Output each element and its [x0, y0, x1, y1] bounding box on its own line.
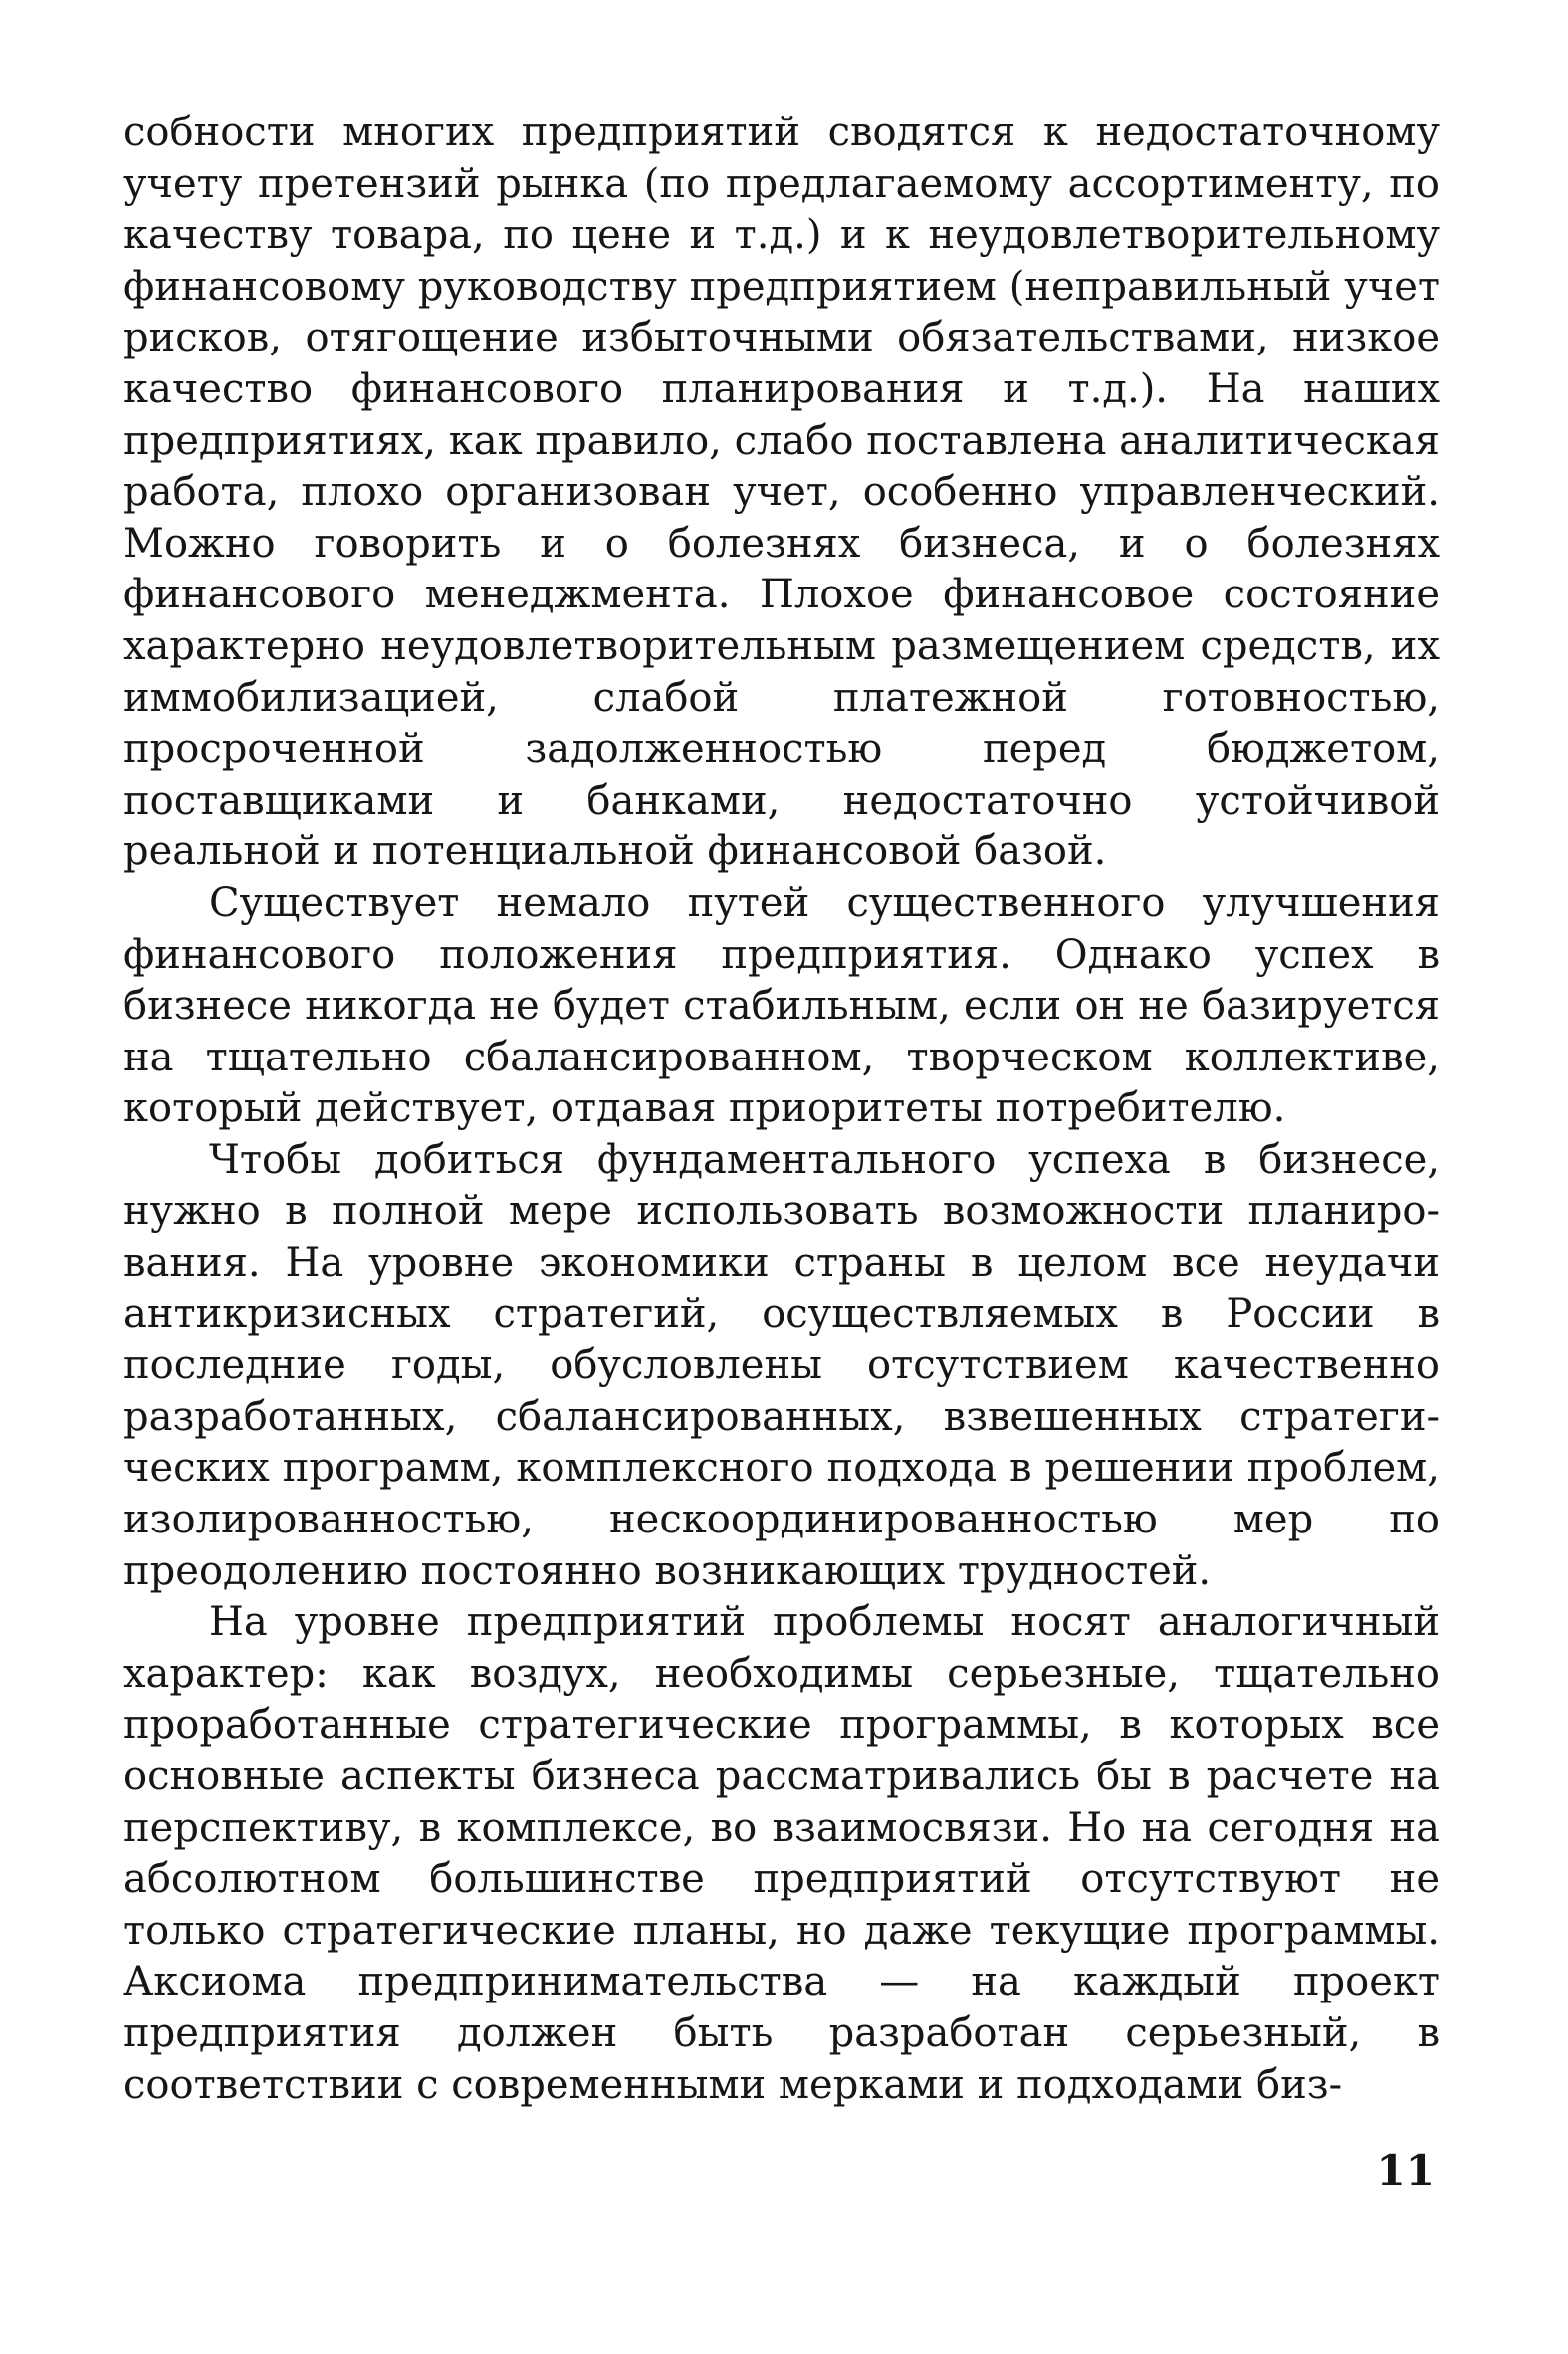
page-body [123, 108, 1440, 2111]
paragraph-4: На уровне предприятий проблемы носят аналогичный характер: как воздух, необходимы серьезные, тщательно проработанные стратегические программы, в которых все основные аспекты бизнеса рассматривались бы в расчете на перспективу, в комплексе, во взаимосвязи. Но на сегодня на абсолютном большинстве предприятий отсутствуют не только стратегические планы, но даже текущие программы. Аксиома предпринимательства — на каждый проект предприятия должен быть разработан серьезный, в соответствии с современными мерками и подходами биз- [123, 1599, 1440, 2108]
page-number: 11 [1376, 2146, 1435, 2195]
paragraph-1: собности многих предприятий сводятся к недостаточному учету претензий рынка (по предлагаемому ассортименту, по качеству товара, по цене и т.д.) и к неудовлетворительному финансовому руководству предприятием (неправильный учет рисков, отягощение избыточными обязательствами, низкое качество финансового планирования и т.д.). На наших предприятиях, как правило, слабо поставлена аналитическая работа, плохо организован учет, особенно управленческий. Можно говорить и о болезнях бизнеса, и о болезнях финансового менеджмента. Плохое финансовое состояние характерно неудовлетворительным размещением средств, их иммобилизацией, слабой платежной готовностью, просроченной задолженностью перед бюджетом, поставщиками и банками, недостаточно устойчивой реальной и потенциальной финансовой базой. [123, 110, 1440, 875]
paragraph-3: Чтобы добиться фундаментального успеха в бизнесе, нужно в полной мере использовать возможности планирования. На уровне экономики страны в целом все неудачи антикризисных стратегий, осуществляемых в России в последние годы, обусловлены отсутствием качественно разработанных, сбалансированных, взвешенных стратегических программ, комплексного подхода в решении проблем, изолированностью, нескоординированностью мер по преодолению постоянно возникающих трудностей. [123, 1136, 1440, 1594]
paragraph-2: Существует немало путей существенного улучшения финансового положения предприятия. Однако успех в бизнесе никогда не будет стабильным, если он не базируется на тщательно сбалансированном, творческом коллективе, который действует, отдавая приоритеты потребителю. [123, 879, 1440, 1132]
